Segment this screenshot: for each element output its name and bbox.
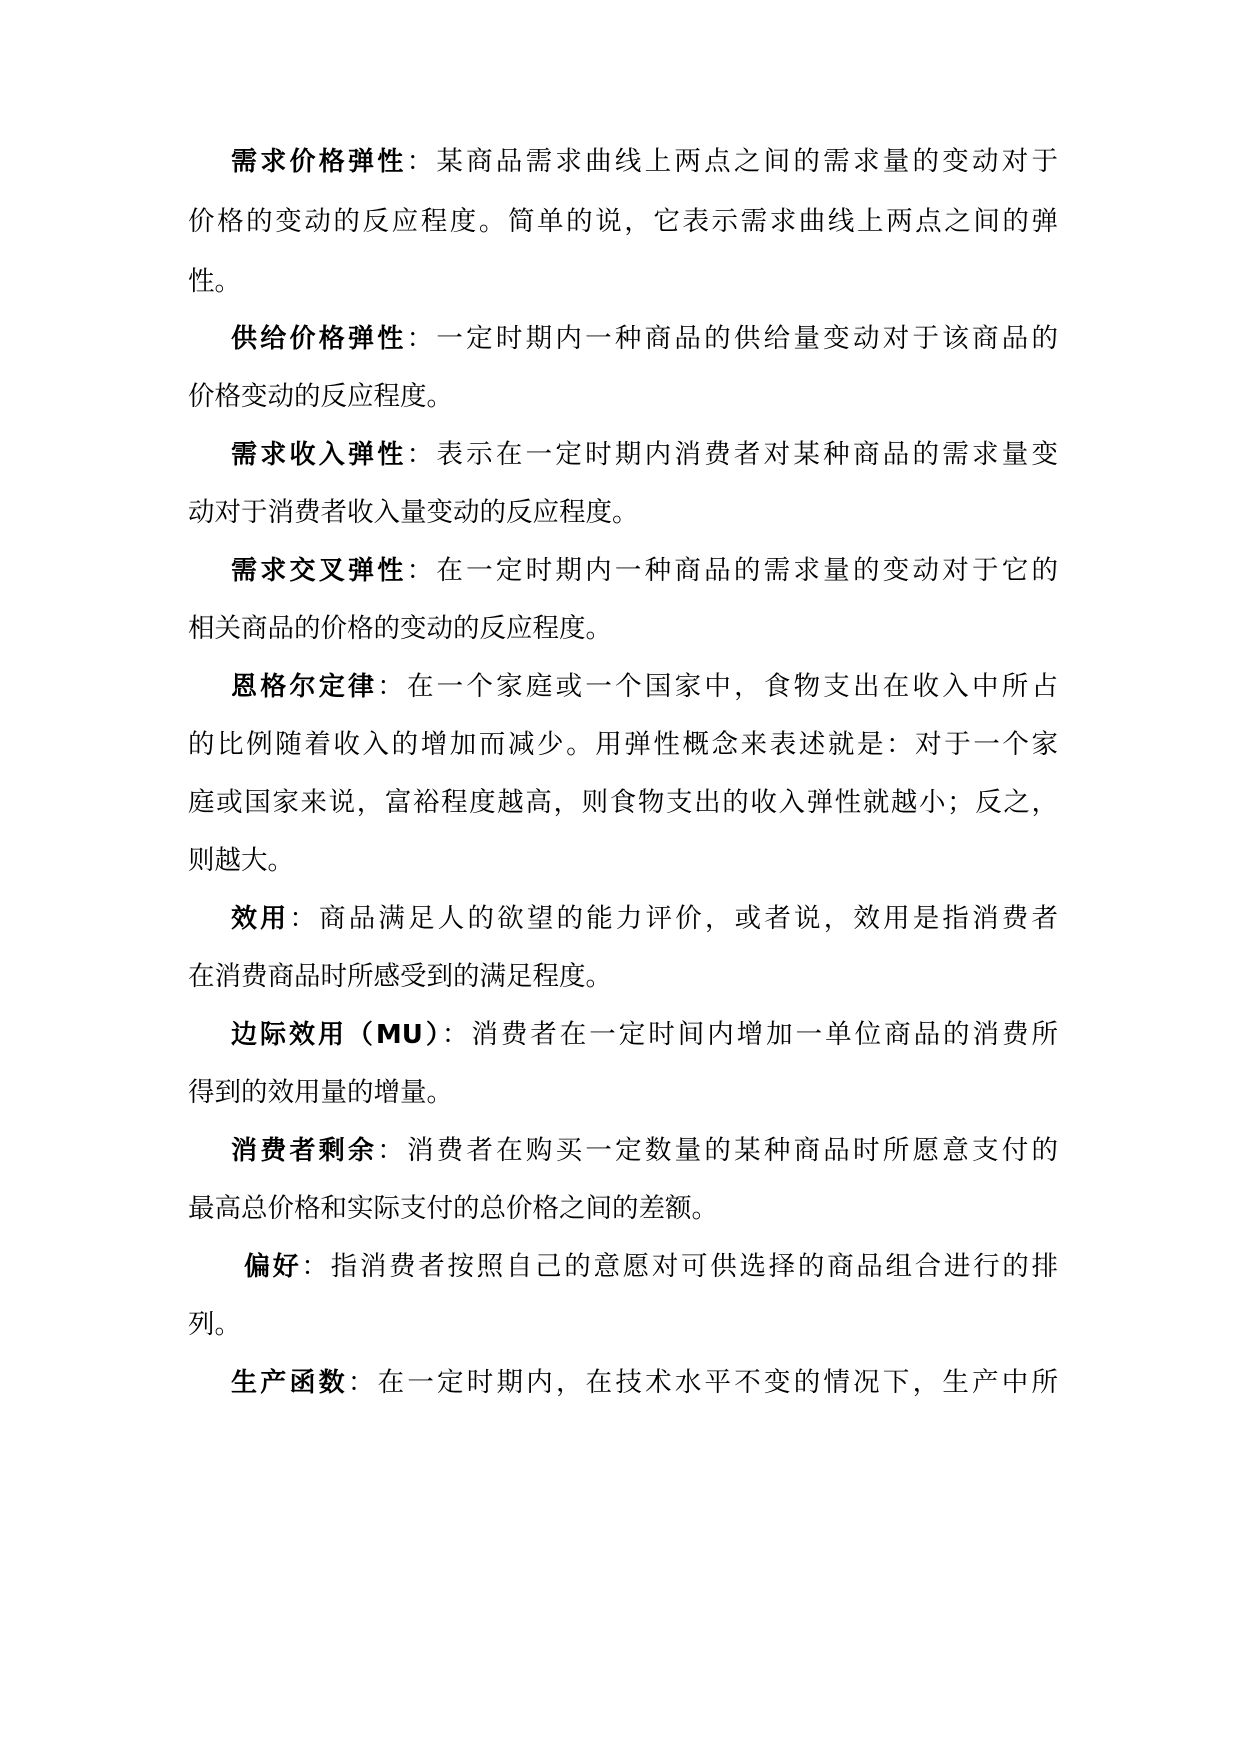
definition-term: 需求收入弹性 — [231, 440, 407, 470]
definition-term: 需求价格弹性 — [231, 147, 407, 177]
definition-term: 消费者剩余 — [231, 1136, 378, 1166]
definition-line — [244, 1235, 1058, 1299]
definition-line — [231, 887, 1058, 951]
definition-line: 性。 — [188, 266, 241, 297]
definition-term: 效用 — [231, 904, 290, 934]
definition-line — [231, 130, 1058, 194]
definition-line: 价格的变动的反应程度。简单的说，它表示需求曲线上两点之间的弹 — [188, 206, 1058, 237]
definition-line: 的比例随着收入的增加而减少。用弹性概念来表述就是：对于一个家 — [188, 729, 1058, 760]
definition-term: 供给价格弹性 — [231, 324, 407, 354]
definition-line — [231, 655, 1058, 719]
definition-line — [231, 1351, 1058, 1415]
definition-text: ：某商品需求曲线上两点之间的需求量的变动对于 — [406, 146, 1058, 177]
definition-line: 价格变动的反应程度。 — [188, 381, 453, 412]
definition-text: ：消费者在购买一定数量的某种商品时所愿意支付的 — [377, 1135, 1058, 1166]
definition-line — [231, 539, 1058, 603]
definition-text: ：表示在一定时期内消费者对某种商品的需求量变 — [406, 439, 1058, 470]
definition-line — [231, 1003, 1058, 1067]
definition-line: 动对于消费者收入量变动的反应程度。 — [188, 497, 639, 528]
definition-line: 相关商品的价格的变动的反应程度。 — [188, 613, 612, 644]
definition-text: ：消费者在一定时间内增加一单位商品的消费所 — [441, 1019, 1058, 1050]
definition-line: 庭或国家来说，富裕程度越高，则食物支出的收入弹性就越小；反之， — [188, 787, 1058, 818]
definition-text: ：一定时期内一种商品的供给量变动对于该商品的 — [406, 323, 1058, 354]
definition-term: 需求交叉弹性 — [231, 556, 407, 586]
definition-term: 偏好 — [244, 1252, 302, 1282]
definition-text: ：在一个家庭或一个国家中，食物支出在收入中所占 — [377, 671, 1058, 702]
definition-line: 最高总价格和实际支付的总价格之间的差额。 — [188, 1193, 718, 1224]
definition-line: 得到的效用量的增量。 — [188, 1077, 453, 1108]
definition-text: ：在一定时期内一种商品的需求量的变动对于它的 — [406, 555, 1058, 586]
definition-text: ：指消费者按照自己的意愿对可供选择的商品组合进行的排 — [301, 1251, 1058, 1282]
definition-line: 在消费商品时所感受到的满足程度。 — [188, 961, 612, 992]
definition-line — [231, 307, 1058, 371]
definition-text: ：在一定时期内，在技术水平不变的情况下，生产中所 — [347, 1367, 1058, 1398]
definition-term: 恩格尔定律 — [231, 672, 378, 702]
definition-term: 边际效用（MU） — [231, 1020, 442, 1050]
definition-line — [231, 1119, 1058, 1183]
definition-term: 生产函数 — [231, 1368, 348, 1398]
definition-text: ：商品满足人的欲望的能力评价，或者说，效用是指消费者 — [289, 903, 1058, 934]
definition-line: 列。 — [188, 1309, 241, 1340]
definition-line — [231, 423, 1058, 487]
definition-line: 则越大。 — [188, 845, 294, 876]
